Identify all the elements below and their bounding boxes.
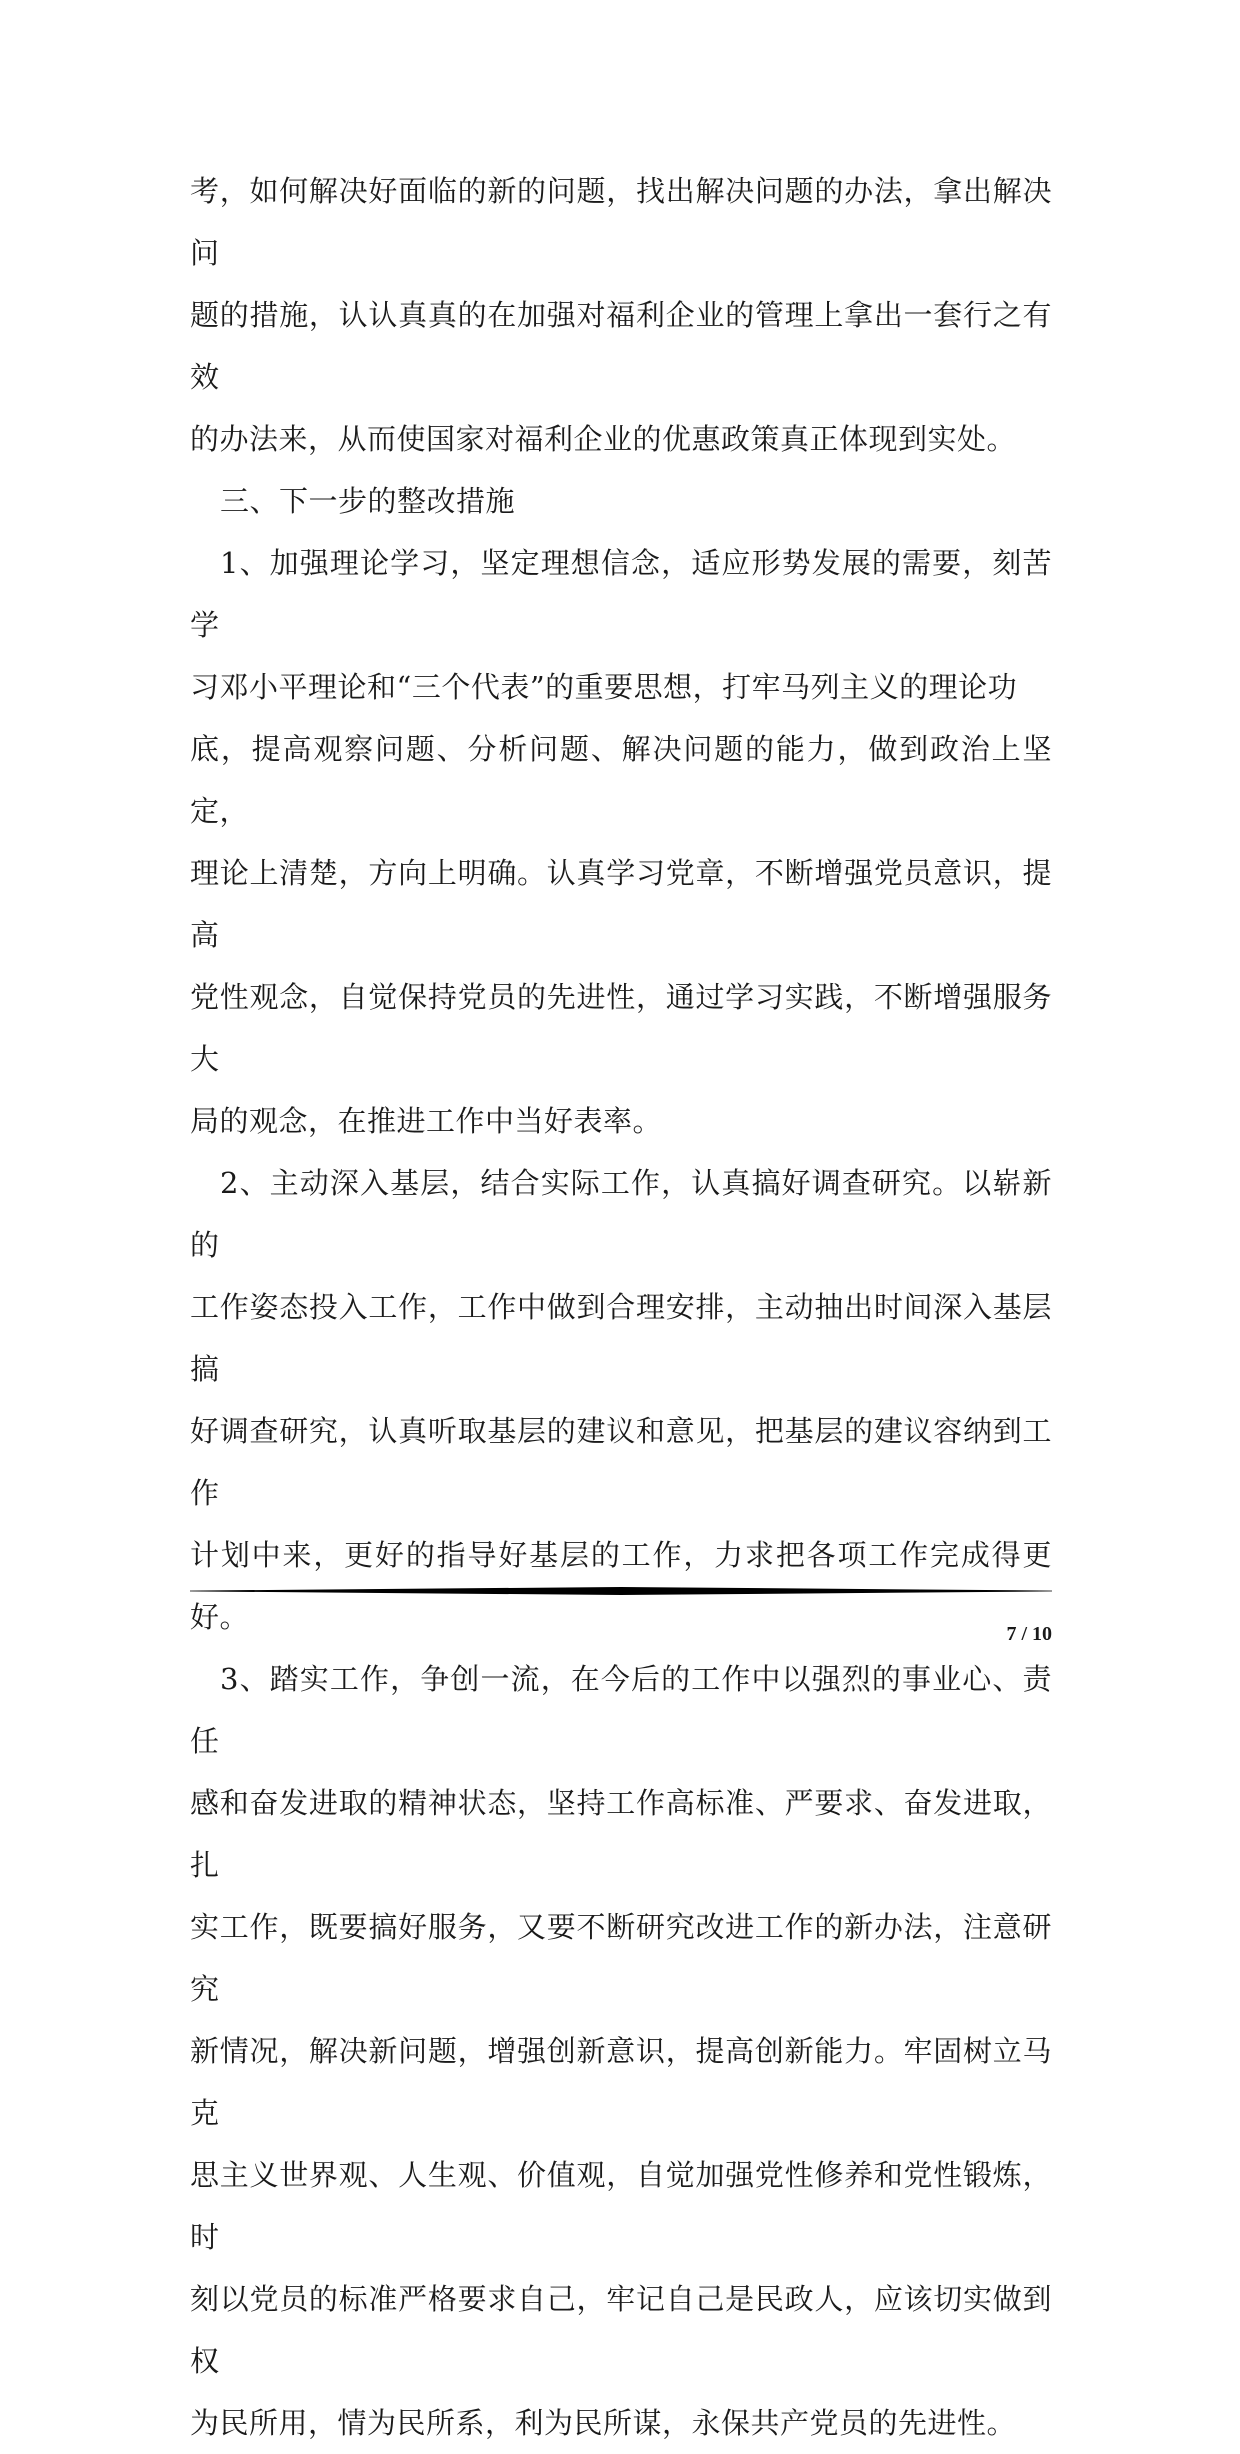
text-line: 感和奋发进取的精神状态，坚持工作高标准、严要求、奋发进取，扎	[190, 1786, 1052, 1882]
paragraph	[190, 532, 1052, 1152]
text-line: 好调查研究，认真听取基层的建议和意见，把基层的建议容纳到工作	[190, 1414, 1052, 1510]
text-line: 2、主动深入基层，结合实际工作，认真搞好调查研究。以崭新的	[190, 1166, 1052, 1262]
paragraph	[190, 1648, 1052, 2454]
text-line: 局的观念，在推进工作中当好表率。	[190, 1104, 663, 1138]
text-line: 习邓小平理论和“三个代表”的重要思想，打牢马列主义的理论功	[190, 670, 1018, 704]
text-line: 新情况，解决新问题，增强创新意识，提高创新能力。牢固树立马克	[190, 2034, 1052, 2130]
text-line: 党性观念，自觉保持党员的先进性，通过学习实践，不断增强服务大	[190, 980, 1052, 1076]
text-line: 三、下一步的整改措施	[220, 484, 516, 518]
text-line: 工作姿态投入工作，工作中做到合理安排，主动抽出时间深入基层搞	[190, 1290, 1052, 1386]
paragraph	[190, 1152, 1052, 1648]
text-line: 理论上清楚，方向上明确。认真学习党章，不断增强党员意识，提高	[190, 856, 1052, 952]
text-line: 实工作，既要搞好服务，又要不断研究改进工作的新办法，注意研究	[190, 1910, 1052, 2006]
text-line: 底，提高观察问题、分析问题、解决问题的能力，做到政治上坚定，	[190, 732, 1052, 828]
text-line: 考，如何解决好面临的新的问题，找出解决问题的办法，拿出解决问	[190, 174, 1052, 270]
paragraph	[190, 470, 1052, 532]
text-line: 3、踏实工作，争创一流，在今后的工作中以强烈的事业心、责任	[190, 1662, 1052, 1758]
text-line: 思主义世界观、人生观、价值观，自觉加强党性修养和党性锻炼，时	[190, 2158, 1052, 2254]
document-body	[190, 160, 1052, 2454]
page-number: 7 / 10	[1006, 1623, 1052, 1645]
text-line: 1、加强理论学习，坚定理想信念，适应形势发展的需要，刻苦学	[190, 546, 1052, 642]
text-line: 刻以党员的标准严格要求自己，牢记自己是民政人，应该切实做到权	[190, 2282, 1052, 2378]
paragraph	[190, 160, 1052, 470]
text-line: 的办法来，从而使国家对福利企业的优惠政策真正体现到实处。	[190, 422, 1017, 456]
text-line: 计划中来，更好的指导好基层的工作，力求把各项工作完成得更好。	[190, 1538, 1052, 1634]
text-line: 题的措施，认认真真的在加强对福利企业的管理上拿出一套行之有效	[190, 298, 1052, 394]
text-line: 为民所用，情为民所系，利为民所谋，永保共产党员的先进性。	[190, 2406, 1017, 2440]
